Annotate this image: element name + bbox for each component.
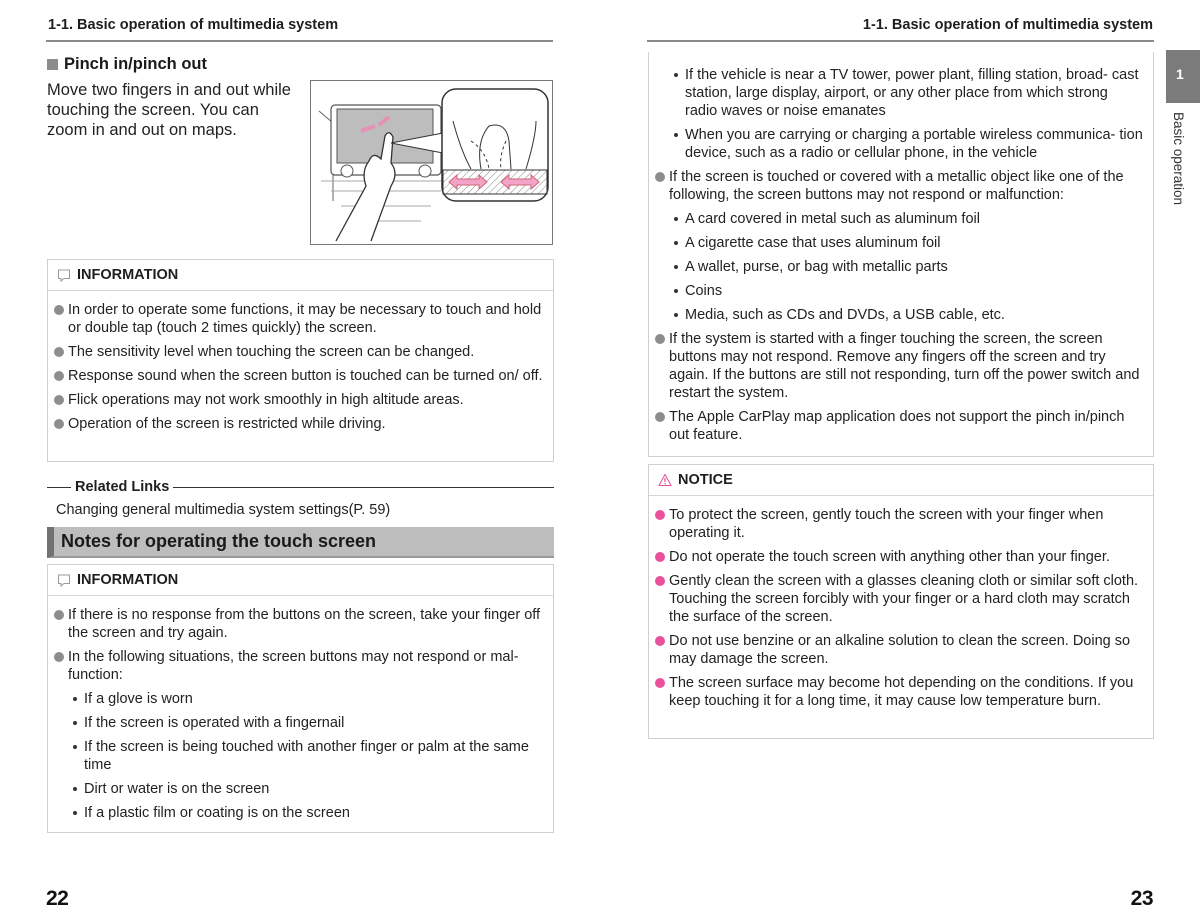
info-book-icon — [57, 573, 71, 587]
small-bullet-icon — [674, 289, 678, 293]
information-box-continued — [648, 52, 1154, 457]
notice-box-header — [649, 465, 1153, 496]
header-rule — [46, 40, 553, 42]
info-sub-item: When you are carrying or charging a portable wireless communica- tion device, such as a radio or cellular phone, in the vehicle — [654, 126, 1143, 162]
pinch-description: Move two fingers in and out while touching the screen. You can zoom in and out on maps. — [47, 81, 291, 139]
bullet-icon — [54, 652, 64, 662]
small-bullet-icon — [73, 811, 77, 815]
small-bullet-icon — [674, 313, 678, 317]
info-sub-item: If the vehicle is near a TV tower, power plant, filling station, broad- cast station, large display, airport, or any other place from which strong radio waves or noise emanates — [654, 66, 1143, 120]
info-item: If the system is started with a finger touching the screen, the screen buttons may not respond. Remove any fingers off the screen and try again. If the buttons are still not responding, turn off the power switch and restart the system. — [654, 330, 1143, 402]
pink-bullet-icon — [655, 576, 665, 586]
information-box-header — [48, 260, 553, 291]
small-bullet-icon — [674, 217, 678, 221]
pink-bullet-icon — [655, 552, 665, 562]
info-item: The sensitivity level when touching the screen can be changed. — [53, 343, 543, 361]
information-box — [47, 564, 554, 833]
info-item: The Apple CarPlay map application does not support the pinch in/pinch out feature. — [654, 408, 1143, 444]
related-links-label: Related Links — [75, 479, 170, 495]
info-sub-item: A wallet, purse, or bag with metallic parts — [654, 258, 1143, 276]
information-title: INFORMATION — [77, 572, 179, 588]
bullet-icon — [655, 334, 665, 344]
related-link-settings[interactable]: Changing general multimedia system settings(P. 59) — [56, 502, 391, 518]
info-item: In the following situations, the screen buttons may not respond or mal- function: — [53, 648, 543, 684]
info-item: If there is no response from the buttons on the screen, take your finger off the screen and try again. — [53, 606, 543, 642]
bullet-icon — [655, 172, 665, 182]
info-sub-item: If a glove is worn — [53, 690, 543, 708]
pinch-heading — [47, 55, 207, 74]
warning-triangle-icon — [658, 473, 672, 487]
small-bullet-icon — [674, 133, 678, 137]
notice-item: The screen surface may become hot depending on the conditions. If you keep touching it for a long time, it may cause low temperature burn. — [654, 674, 1143, 710]
right-page — [600, 0, 1200, 921]
info-book-icon — [57, 268, 71, 282]
notice-box — [648, 464, 1154, 739]
information-box — [47, 259, 554, 462]
information-box-header — [48, 565, 553, 596]
running-head: 1-1. Basic operation of multimedia system — [48, 17, 339, 33]
notice-item: Do not operate the touch screen with anything other than your finger. — [654, 548, 1143, 566]
small-bullet-icon — [73, 697, 77, 701]
page-number: 22 — [46, 887, 69, 910]
info-sub-item: Media, such as CDs and DVDs, a USB cable, etc. — [654, 306, 1143, 324]
notice-title: NOTICE — [678, 472, 733, 488]
info-sub-item: Coins — [654, 282, 1143, 300]
info-item: If the screen is touched or covered with a metallic object like one of the following, the screen buttons may not respond or malfunction: — [654, 168, 1143, 204]
pink-bullet-icon — [655, 636, 665, 646]
pinch-heading-text: Pinch in/pinch out — [64, 55, 207, 73]
chapter-label: Basic operation — [1171, 112, 1186, 206]
bullet-icon — [655, 412, 665, 422]
small-bullet-icon — [674, 265, 678, 269]
small-bullet-icon — [73, 745, 77, 749]
bullet-icon — [54, 305, 64, 315]
bullet-icon — [54, 347, 64, 357]
page-number: 23 — [1130, 887, 1153, 910]
info-sub-item: Dirt or water is on the screen — [53, 780, 543, 798]
running-head: 1-1. Basic operation of multimedia system — [862, 17, 1153, 33]
header-rule — [647, 40, 1154, 42]
small-bullet-icon — [73, 787, 77, 791]
info-sub-item: A cigarette case that uses aluminum foil — [654, 234, 1143, 252]
info-item: Flick operations may not work smoothly in high altitude areas. — [53, 391, 543, 409]
pinch-gesture-illustration — [310, 80, 553, 245]
info-sub-item: If the screen is being touched with another finger or palm at the same time — [53, 738, 543, 774]
bullet-icon — [54, 395, 64, 405]
bullet-icon — [54, 371, 64, 381]
info-item: In order to operate some functions, it may be necessary to touch and hold or double tap (touch 2 times quickly) the screen. — [53, 301, 543, 337]
square-bullet-icon — [47, 59, 58, 70]
info-sub-item: If the screen is operated with a fingernail — [53, 714, 543, 732]
info-item: Response sound when the screen button is touched can be turned on/ off. — [53, 367, 543, 385]
small-bullet-icon — [73, 721, 77, 725]
info-sub-item: If a plastic film or coating is on the screen — [53, 804, 543, 822]
section-title: Notes for operating the touch screen — [47, 527, 554, 558]
notice-item: Do not use benzine or an alkaline solution to clean the screen. Doing so may damage the screen. — [654, 632, 1143, 668]
bullet-icon — [54, 610, 64, 620]
chapter-tab[interactable]: 1 — [1166, 50, 1200, 103]
notice-item: Gently clean the screen with a glasses cleaning cloth or similar soft cloth. Touching the screen forcibly with your finger or a hard cloth may scratch the surface of the screen. — [654, 572, 1143, 626]
info-sub-item: A card covered in metal such as aluminum foil — [654, 210, 1143, 228]
bullet-icon — [54, 419, 64, 429]
related-links-divider — [47, 479, 554, 495]
small-bullet-icon — [674, 241, 678, 245]
pink-bullet-icon — [655, 678, 665, 688]
info-item: Operation of the screen is restricted while driving. — [53, 415, 543, 433]
divider-line — [173, 487, 554, 488]
notice-item: To protect the screen, gently touch the screen with your finger when operating it. — [654, 506, 1143, 542]
information-title: INFORMATION — [77, 267, 179, 283]
divider-line — [47, 487, 71, 488]
pink-bullet-icon — [655, 510, 665, 520]
small-bullet-icon — [674, 73, 678, 77]
